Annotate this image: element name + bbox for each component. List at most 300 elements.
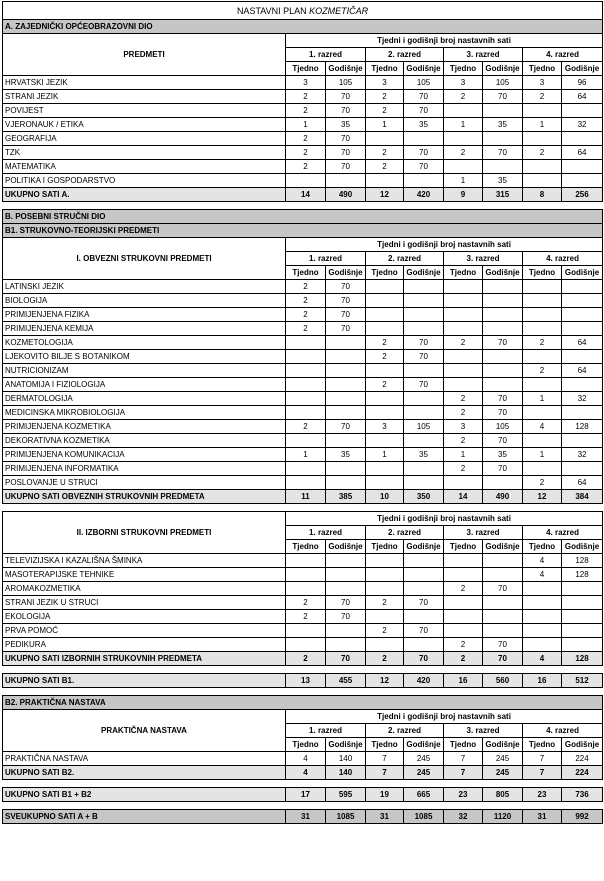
annual-hours: 70 (404, 652, 444, 666)
weekly-hours (286, 406, 326, 420)
annual-hours: 105 (326, 76, 366, 90)
annual-hours (326, 638, 366, 652)
total-row (3, 674, 603, 688)
weekly-hours (523, 322, 562, 336)
weekly-hours: 4 (523, 554, 562, 568)
grade-header-1: 1. razred (286, 526, 366, 540)
annual-hours: 70 (404, 596, 444, 610)
annual-hours: 70 (404, 160, 444, 174)
annual-hours (404, 610, 444, 624)
weekly-header: Tjedno (286, 540, 326, 554)
weekly-hours (444, 104, 483, 118)
annual-hours: 455 (326, 674, 366, 688)
weekly-header: Tjedno (366, 540, 404, 554)
weekly-hours: 2 (523, 476, 562, 490)
weekly-hours: 31 (286, 810, 326, 824)
annual-hours: 420 (404, 188, 444, 202)
spacer (3, 780, 603, 788)
annual-header: Godišnje (562, 738, 603, 752)
table-row (3, 104, 603, 118)
weekly-hours (523, 462, 562, 476)
annual-hours (404, 280, 444, 294)
annual-hours: 32 (562, 448, 603, 462)
weekly-hours: 2 (366, 90, 404, 104)
table-row (3, 406, 603, 420)
header-row (3, 512, 603, 526)
weekly-hours: 2 (444, 462, 483, 476)
annual-header: Godišnje (404, 738, 444, 752)
annual-hours (562, 160, 603, 174)
subject-name: PRIMIJENJENA INFORMATIKA (3, 462, 286, 476)
annual-hours: 70 (404, 104, 444, 118)
weekly-hours (523, 174, 562, 188)
subject-name: AROMAKOZMETIKA (3, 582, 286, 596)
annual-hours (404, 132, 444, 146)
subject-name: DEKORATIVNA KOZMETIKA (3, 434, 286, 448)
section-a-heading (3, 20, 603, 34)
weekly-hours: 2 (444, 434, 483, 448)
weekly-hours: 1 (523, 448, 562, 462)
weekly-hours (523, 378, 562, 392)
annual-hours: 105 (404, 76, 444, 90)
weekly-hours: 2 (523, 336, 562, 350)
grade-header-1: 1. razred (286, 724, 366, 738)
subject-name: POLITIKA I GOSPODARSTVO (3, 174, 286, 188)
annual-hours: 70 (404, 336, 444, 350)
table-row (3, 476, 603, 490)
annual-header: Godišnje (404, 62, 444, 76)
subject-name: LJEKOVITO BILJE S BOTANIKOM (3, 350, 286, 364)
weekly-header: Tjedno (523, 540, 562, 554)
annual-header: Godišnje (483, 62, 523, 76)
annual-hours: 245 (483, 752, 523, 766)
weekly-hours: 2 (286, 596, 326, 610)
weekly-hours: 2 (366, 336, 404, 350)
spacer-row (3, 202, 603, 210)
annual-header: Godišnje (562, 266, 603, 280)
annual-header: Godišnje (404, 266, 444, 280)
annual-hours: 70 (483, 336, 523, 350)
table-row (3, 174, 603, 188)
weekly-hours (523, 638, 562, 652)
weekly-hours: 4 (286, 752, 326, 766)
weekly-hours: 2 (444, 582, 483, 596)
weekly-hours: 3 (366, 76, 404, 90)
header-row (3, 238, 603, 252)
annual-hours (404, 392, 444, 406)
subject-name: NUTRICIONIZAM (3, 364, 286, 378)
annual-hours: 105 (483, 420, 523, 434)
annual-hours: 105 (404, 420, 444, 434)
annual-hours (483, 624, 523, 638)
weekly-hours: 3 (444, 420, 483, 434)
table-row (3, 76, 603, 90)
weekly-hours (286, 364, 326, 378)
weekly-hours (523, 294, 562, 308)
table-row (3, 638, 603, 652)
table-row (3, 118, 603, 132)
spacer (3, 802, 603, 810)
weekly-hours (523, 610, 562, 624)
table-row (3, 448, 603, 462)
subject-name: SVEUKUPNO SATI A + B (3, 810, 286, 824)
subject-name: UKUPNO SATI IZBORNIH STRUKOVNIH PREDMETA (3, 652, 286, 666)
subject-name: VJERONAUK / ETIKA (3, 118, 286, 132)
annual-hours: 140 (326, 766, 366, 780)
weekly-hours: 7 (444, 766, 483, 780)
weekly-hours (523, 350, 562, 364)
title-prefix: NASTAVNI PLAN (236, 5, 310, 16)
annual-hours (404, 476, 444, 490)
weekly-header: Tjedno (366, 62, 404, 76)
title-row (3, 2, 603, 20)
total-row (3, 652, 603, 666)
weekly-hours: 17 (286, 788, 326, 802)
annual-hours: 70 (483, 462, 523, 476)
annual-hours: 805 (483, 788, 523, 802)
subject-name: PRVA POMOĆ (3, 624, 286, 638)
annual-hours (404, 174, 444, 188)
curriculum-table (2, 1, 603, 824)
annual-hours (404, 638, 444, 652)
table-row (3, 308, 603, 322)
weekly-hours: 1 (444, 448, 483, 462)
annual-hours: 70 (483, 652, 523, 666)
annual-hours: 224 (562, 766, 603, 780)
annual-header: Godišnje (562, 62, 603, 76)
annual-hours (483, 554, 523, 568)
weekly-hours: 23 (444, 788, 483, 802)
subject-name: POSLOVANJE U STRUCI (3, 476, 286, 490)
weekly-hours: 2 (286, 610, 326, 624)
annual-hours: 70 (404, 378, 444, 392)
table-row (3, 568, 603, 582)
annual-hours (326, 350, 366, 364)
annual-hours (562, 280, 603, 294)
weekly-hours (444, 624, 483, 638)
annual-hours: 70 (326, 308, 366, 322)
annual-hours: 70 (326, 132, 366, 146)
weekly-hours: 10 (366, 490, 404, 504)
weekly-hours: 32 (444, 810, 483, 824)
weekly-hours: 12 (366, 674, 404, 688)
spacer-row (3, 504, 603, 512)
weekly-hours: 14 (444, 490, 483, 504)
total-row (3, 188, 603, 202)
subject-name: TZK (3, 146, 286, 160)
practical-column-label: PRAKTIČNA NASTAVA (3, 710, 286, 752)
annual-hours: 70 (326, 420, 366, 434)
annual-hours: 70 (404, 624, 444, 638)
weekly-hours (366, 294, 404, 308)
table-row (3, 146, 603, 160)
annual-hours: 70 (326, 596, 366, 610)
weekly-hours (444, 378, 483, 392)
annual-hours: 105 (483, 76, 523, 90)
spacer (3, 504, 603, 512)
weekly-header: Tjedno (444, 62, 483, 76)
weekly-hours: 16 (444, 674, 483, 688)
weekly-hours: 2 (444, 90, 483, 104)
weekly-hours (286, 174, 326, 188)
subject-name: ANATOMIJA I FIZIOLOGIJA (3, 378, 286, 392)
weekly-hours: 7 (523, 752, 562, 766)
annual-hours (562, 294, 603, 308)
subject-name: UKUPNO SATI B2. (3, 766, 286, 780)
weekly-hours: 8 (523, 188, 562, 202)
weekly-hours (286, 336, 326, 350)
annual-hours: 64 (562, 146, 603, 160)
annual-hours: 70 (404, 90, 444, 104)
weekly-hours: 2 (444, 638, 483, 652)
table-row (3, 294, 603, 308)
weekly-hours: 7 (523, 766, 562, 780)
table-row (3, 364, 603, 378)
annual-hours: 1085 (326, 810, 366, 824)
annual-hours (326, 364, 366, 378)
weekly-hours: 3 (366, 420, 404, 434)
table-row (3, 90, 603, 104)
annual-hours (562, 308, 603, 322)
weekly-hours: 2 (286, 322, 326, 336)
annual-hours: 96 (562, 76, 603, 90)
subject-name: TELEVIZIJSKA I KAZALIŠNA ŠMINKA (3, 554, 286, 568)
grade-header-2: 2. razred (366, 48, 444, 62)
weekly-hours (523, 280, 562, 294)
header-row (3, 34, 603, 48)
weekly-hours (366, 610, 404, 624)
weekly-hours (286, 568, 326, 582)
weekly-hours: 2 (523, 146, 562, 160)
mandatory-column-label: I. OBVEZNI STRUKOVNI PREDMETI (3, 238, 286, 280)
annual-hours: 35 (483, 118, 523, 132)
grade-header-1: 1. razred (286, 252, 366, 266)
weekly-hours (444, 280, 483, 294)
annual-hours (483, 378, 523, 392)
annual-hours: 64 (562, 336, 603, 350)
annual-hours (483, 104, 523, 118)
grade-header-2: 2. razred (366, 526, 444, 540)
annual-hours (404, 568, 444, 582)
subject-name: HRVATSKI JEZIK (3, 76, 286, 90)
weekly-hours: 2 (366, 146, 404, 160)
total-row (3, 788, 603, 802)
annual-hours: 64 (562, 476, 603, 490)
weekly-hours (366, 568, 404, 582)
table-row (3, 596, 603, 610)
annual-hours (326, 554, 366, 568)
subject-name: PEDIKURA (3, 638, 286, 652)
weekly-hours (444, 160, 483, 174)
subjects-column-label: PREDMETI (3, 34, 286, 76)
weekly-hours: 1 (286, 448, 326, 462)
weekly-hours: 7 (366, 752, 404, 766)
weekly-hours: 1 (444, 118, 483, 132)
weekly-hours: 13 (286, 674, 326, 688)
weekly-hours: 2 (286, 294, 326, 308)
grade-header-2: 2. razred (366, 252, 444, 266)
weekly-hours (366, 392, 404, 406)
grade-header-2: 2. razred (366, 724, 444, 738)
annual-hours: 245 (404, 752, 444, 766)
weekly-hours: 4 (523, 420, 562, 434)
annual-hours: 70 (483, 392, 523, 406)
annual-header: Godišnje (326, 62, 366, 76)
annual-hours (326, 336, 366, 350)
table-row (3, 336, 603, 350)
table-row (3, 434, 603, 448)
weekly-hours: 2 (366, 596, 404, 610)
page-title (3, 2, 603, 20)
table-row (3, 392, 603, 406)
annual-hours (562, 434, 603, 448)
weekly-hours (366, 406, 404, 420)
annual-hours: 35 (483, 174, 523, 188)
weekly-hours: 2 (366, 378, 404, 392)
annual-hours (483, 610, 523, 624)
section-b2-heading: B2. PRAKTIČNA NASTAVA (3, 696, 603, 710)
weekly-hours: 2 (444, 406, 483, 420)
weekly-hours: 1 (523, 118, 562, 132)
weekly-hours: 2 (444, 392, 483, 406)
subject-name: UKUPNO SATI B1. (3, 674, 286, 688)
weekly-hours: 7 (366, 766, 404, 780)
grade-header-1: 1. razred (286, 48, 366, 62)
subject-name: DERMATOLOGIJA (3, 392, 286, 406)
annual-header: Godišnje (326, 266, 366, 280)
elective-column-label: II. IZBORNI STRUKOVNI PREDMETI (3, 512, 286, 554)
annual-hours (562, 406, 603, 420)
weekly-hours (444, 610, 483, 624)
weekly-hours: 4 (523, 568, 562, 582)
annual-hours (562, 624, 603, 638)
section-a-heading: A. ZAJEDNIČKI OPĆEOBRAZOVNI DIO (3, 20, 603, 34)
annual-hours: 35 (326, 448, 366, 462)
spacer-row (3, 688, 603, 696)
weekly-hours: 9 (444, 188, 483, 202)
weekly-hours (286, 582, 326, 596)
annual-hours (562, 582, 603, 596)
annual-hours: 70 (326, 652, 366, 666)
annual-hours: 490 (483, 490, 523, 504)
annual-hours: 70 (483, 434, 523, 448)
weekly-hours (444, 476, 483, 490)
subject-name: LATINSKI JEZIK (3, 280, 286, 294)
annual-hours: 70 (326, 146, 366, 160)
weekly-hours: 3 (444, 76, 483, 90)
weekly-hours: 2 (366, 160, 404, 174)
annual-header: Godišnje (483, 738, 523, 752)
weekly-hours: 31 (523, 810, 562, 824)
weekly-hours (444, 364, 483, 378)
weekly-hours: 3 (523, 76, 562, 90)
subject-name: GEOGRAFIJA (3, 132, 286, 146)
annual-hours: 245 (404, 766, 444, 780)
annual-hours (562, 350, 603, 364)
annual-hours (326, 582, 366, 596)
weekly-hours: 12 (366, 188, 404, 202)
annual-header: Godišnje (483, 540, 523, 554)
table-row (3, 624, 603, 638)
weekly-hours: 4 (523, 652, 562, 666)
annual-hours (483, 294, 523, 308)
weekly-header: Tjedno (523, 266, 562, 280)
table-row (3, 582, 603, 596)
annual-hours (483, 364, 523, 378)
annual-hours: 70 (404, 146, 444, 160)
subject-name: PRIMIJENJENA KOMUNIKACIJA (3, 448, 286, 462)
annual-hours: 420 (404, 674, 444, 688)
section-b2-heading (3, 696, 603, 710)
annual-header: Godišnje (562, 540, 603, 554)
weekly-hours (366, 462, 404, 476)
weekly-hours: 3 (286, 76, 326, 90)
weekly-hours (286, 350, 326, 364)
weekly-hours (523, 308, 562, 322)
subject-name: PRAKTIČNA NASTAVA (3, 752, 286, 766)
annual-hours: 1085 (404, 810, 444, 824)
annual-hours: 256 (562, 188, 603, 202)
annual-hours: 512 (562, 674, 603, 688)
annual-hours: 595 (326, 788, 366, 802)
annual-hours (562, 462, 603, 476)
subject-name: PRIMIJENJENA KOZMETIKA (3, 420, 286, 434)
weekly-hours: 2 (366, 104, 404, 118)
annual-header: Godišnje (483, 266, 523, 280)
weekly-hours (366, 554, 404, 568)
annual-hours (562, 132, 603, 146)
weekly-hours: 11 (286, 490, 326, 504)
table-row (3, 132, 603, 146)
section-b-heading (3, 210, 603, 224)
weekly-hours (366, 582, 404, 596)
spacer-row (3, 780, 603, 788)
annual-hours (404, 582, 444, 596)
annual-hours (562, 610, 603, 624)
annual-hours: 70 (483, 638, 523, 652)
weekly-header: Tjedno (366, 266, 404, 280)
spacer (3, 202, 603, 210)
spacer-row (3, 802, 603, 810)
weekly-header: Tjedno (286, 266, 326, 280)
weekly-hours: 23 (523, 788, 562, 802)
weekly-hours (286, 392, 326, 406)
annual-hours: 35 (483, 448, 523, 462)
weekly-hours: 2 (444, 146, 483, 160)
table-row (3, 350, 603, 364)
annual-hours (483, 350, 523, 364)
subject-name: MEDICINSKA MIKROBIOLOGIJA (3, 406, 286, 420)
annual-hours: 70 (483, 406, 523, 420)
total-row (3, 766, 603, 780)
annual-hours (562, 104, 603, 118)
annual-hours (562, 322, 603, 336)
annual-hours: 70 (483, 582, 523, 596)
weekly-hours: 1 (523, 392, 562, 406)
weekly-hours (366, 364, 404, 378)
hours-header: Tjedni i godišnji broj nastavnih sati (286, 710, 603, 724)
annual-hours (483, 280, 523, 294)
table-row (3, 160, 603, 174)
table-row (3, 322, 603, 336)
annual-hours (404, 364, 444, 378)
weekly-header: Tjedno (444, 266, 483, 280)
annual-hours (404, 308, 444, 322)
annual-hours (326, 476, 366, 490)
weekly-header: Tjedno (286, 62, 326, 76)
annual-hours (404, 434, 444, 448)
annual-hours (483, 568, 523, 582)
